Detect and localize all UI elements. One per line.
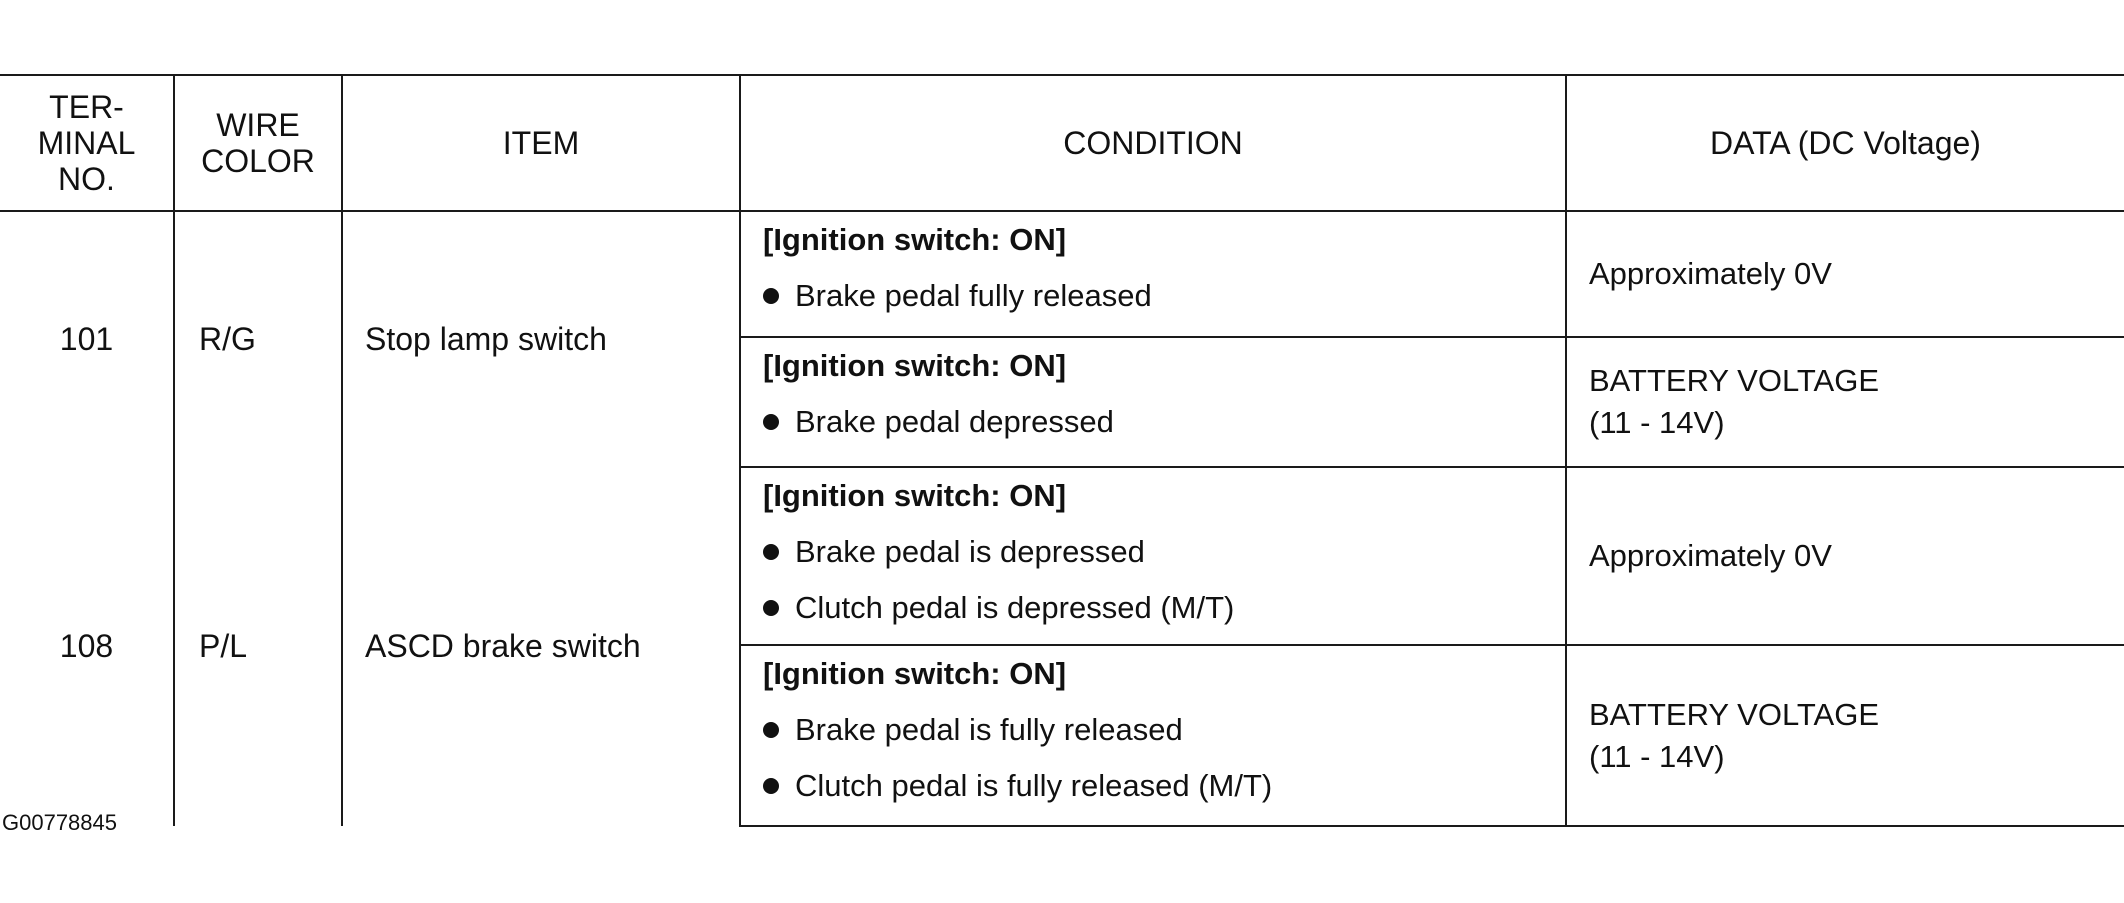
bullet-icon xyxy=(763,288,779,304)
terminal-data-table xyxy=(0,74,2124,827)
data-value: Approximately 0V xyxy=(1589,538,1832,573)
data-value: Approximately 0V xyxy=(1589,256,1832,291)
condition-bullet-text: Brake pedal fully released xyxy=(795,278,1152,313)
header-terminal-line: MINAL xyxy=(37,125,136,161)
data-cell xyxy=(1566,337,2124,467)
data-value: (11 - 14V) xyxy=(1589,738,1725,774)
data-value: BATTERY VOLTAGE xyxy=(1589,696,1879,732)
header-condition-label: CONDITION xyxy=(1063,125,1243,161)
header-terminal-line: NO. xyxy=(58,161,115,197)
header-item-label: ITEM xyxy=(502,125,580,161)
bullet-icon xyxy=(763,722,779,738)
header-wire-color xyxy=(174,75,342,211)
condition-bullet-text: Brake pedal is depressed xyxy=(795,534,1145,569)
header-item xyxy=(342,75,740,211)
header-data xyxy=(1566,75,2124,211)
condition-bullet xyxy=(763,588,1565,628)
terminal-number: 108 xyxy=(59,628,114,664)
data-value: (11 - 14V) xyxy=(1589,405,1725,440)
figure-code: G00778845 xyxy=(2,810,117,835)
header-data-label: DATA (DC Voltage) xyxy=(1710,125,1981,161)
condition-bullet xyxy=(763,532,1565,572)
condition-cell xyxy=(740,211,1566,337)
condition-title: [Ignition switch: ON] xyxy=(763,222,1067,257)
condition-bullet xyxy=(763,710,1565,750)
condition-title: [Ignition switch: ON] xyxy=(763,348,1067,383)
data-cell xyxy=(1566,211,2124,337)
data-value: BATTERY VOLTAGE xyxy=(1589,363,1879,398)
data-cell xyxy=(1566,645,2124,826)
header-condition xyxy=(740,75,1566,211)
condition-bullet xyxy=(763,276,1565,316)
condition-title: [Ignition switch: ON] xyxy=(763,478,1067,513)
condition-cell xyxy=(740,467,1566,645)
condition-cell xyxy=(740,337,1566,467)
header-terminal-line: TER- xyxy=(49,89,124,125)
table-row xyxy=(0,467,2124,645)
bullet-icon xyxy=(763,544,779,560)
wire-color: P/L xyxy=(174,467,342,826)
condition-bullet-text: Clutch pedal is depressed (M/T) xyxy=(795,590,1235,625)
header-terminal-no xyxy=(0,75,174,211)
item-name: ASCD brake switch xyxy=(342,467,740,826)
condition-bullet-text: Brake pedal is fully released xyxy=(795,712,1183,747)
condition-title: [Ignition switch: ON] xyxy=(763,656,1067,691)
condition-cell xyxy=(740,645,1566,826)
bullet-icon xyxy=(763,778,779,794)
condition-bullet-text: Clutch pedal is fully released (M/T) xyxy=(795,768,1273,803)
condition-bullet xyxy=(763,766,1565,806)
table-row xyxy=(0,211,2124,337)
bullet-icon xyxy=(763,414,779,430)
bullet-icon xyxy=(763,600,779,616)
terminal-number: 101 xyxy=(59,321,114,357)
data-cell xyxy=(1566,467,2124,645)
condition-bullet-text: Brake pedal depressed xyxy=(795,404,1114,439)
header-row xyxy=(0,75,2124,211)
condition-bullet xyxy=(763,402,1565,442)
wire-color: R/G xyxy=(174,211,342,467)
header-wire-line: WIRE xyxy=(216,107,300,143)
header-wire-line: COLOR xyxy=(201,143,315,179)
item-name: Stop lamp switch xyxy=(342,211,740,467)
